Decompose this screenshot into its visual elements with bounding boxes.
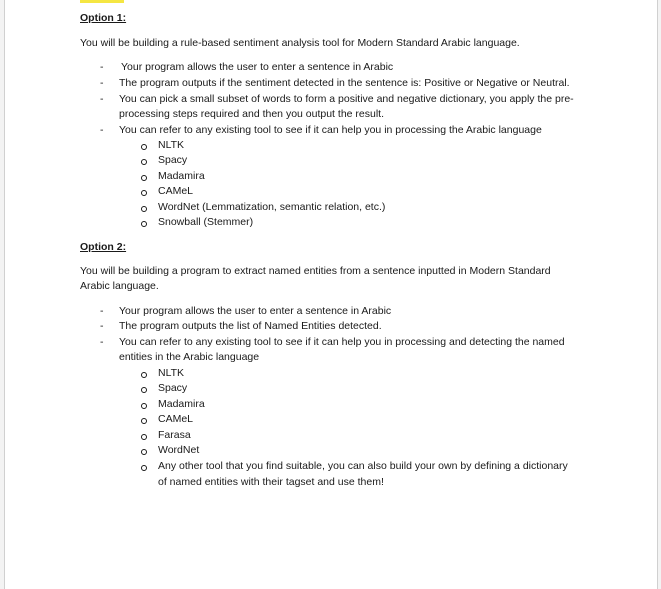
option2-tool-7: Any other tool that you find suitable, you can also build your own by defining a dictionary <box>158 460 568 472</box>
sub-bullet-circle <box>141 175 147 181</box>
option1-heading: Option 1: <box>80 12 127 24</box>
option2-bullet-3-cont: entities in the Arabic language <box>119 351 260 363</box>
option1-bullet-1: Your program allows the user to enter a sentence in Arabic <box>121 61 394 73</box>
option1-bullet-2: The program outputs if the sentiment detected in the sentence is: Positive or Negative or Neutral. <box>119 77 570 89</box>
option1-tool-5: WordNet (Lemmatization, semantic relation, etc.) <box>158 201 386 213</box>
option1-tool-4: CAMeL <box>158 185 194 197</box>
text-highlight <box>80 0 124 3</box>
option2-tool-2: Spacy <box>158 382 188 394</box>
option1-tool-2: Spacy <box>158 154 188 166</box>
sub-bullet-circle <box>141 449 147 455</box>
bullet-dash: - <box>100 61 104 73</box>
option1-tool-6: Snowball (Stemmer) <box>158 216 254 228</box>
option2-tool-6: WordNet <box>158 444 200 456</box>
bullet-dash: - <box>100 124 104 136</box>
option2-intro-line1: You will be building a program to extract named entities from a sentence inputted in Modern Standard <box>80 265 551 277</box>
option1-bullet-4: You can refer to any existing tool to see if it can help you in processing the Arabic language <box>119 124 542 136</box>
sub-bullet-circle <box>141 206 147 212</box>
sub-bullet-circle <box>141 403 147 409</box>
option1-bullet-3-cont: processing steps required and then you output the result. <box>119 108 385 120</box>
option2-tool-4: CAMeL <box>158 413 194 425</box>
sub-bullet-circle <box>141 372 147 378</box>
option1-tool-3: Madamira <box>158 170 205 182</box>
sub-bullet-circle <box>141 465 147 471</box>
bullet-dash: - <box>100 320 104 332</box>
bullet-dash: - <box>100 77 104 89</box>
option2-bullet-3: You can refer to any existing tool to see if it can help you in processing and detecting the named <box>119 336 565 348</box>
option2-tool-7-cont: of named entities with their tagset and use them! <box>158 476 384 488</box>
option2-tool-1: NLTK <box>158 367 185 379</box>
sub-bullet-circle <box>141 387 147 393</box>
bullet-dash: - <box>100 336 104 348</box>
option2-bullet-2: The program outputs the list of Named Entities detected. <box>119 320 382 332</box>
bullet-dash: - <box>100 93 104 105</box>
bullet-dash: - <box>100 305 104 317</box>
option1-bullet-3: You can pick a small subset of words to form a positive and negative dictionary, you apply the pre- <box>119 93 574 105</box>
option2-tool-3: Madamira <box>158 398 205 410</box>
sub-bullet-circle <box>141 144 147 150</box>
option1-tool-1: NLTK <box>158 139 185 151</box>
option2-bullet-1: Your program allows the user to enter a sentence in Arabic <box>119 305 392 317</box>
option2-intro-line2: Arabic language. <box>80 280 159 292</box>
sub-bullet-circle <box>141 434 147 440</box>
sub-bullet-circle <box>141 159 147 165</box>
sub-bullet-circle <box>141 418 147 424</box>
option2-tool-5: Farasa <box>158 429 191 441</box>
option1-intro: You will be building a rule-based sentiment analysis tool for Modern Standard Arabic language. <box>80 37 520 49</box>
option2-heading: Option 2: <box>80 241 127 253</box>
sub-bullet-circle <box>141 190 147 196</box>
sub-bullet-circle <box>141 221 147 227</box>
